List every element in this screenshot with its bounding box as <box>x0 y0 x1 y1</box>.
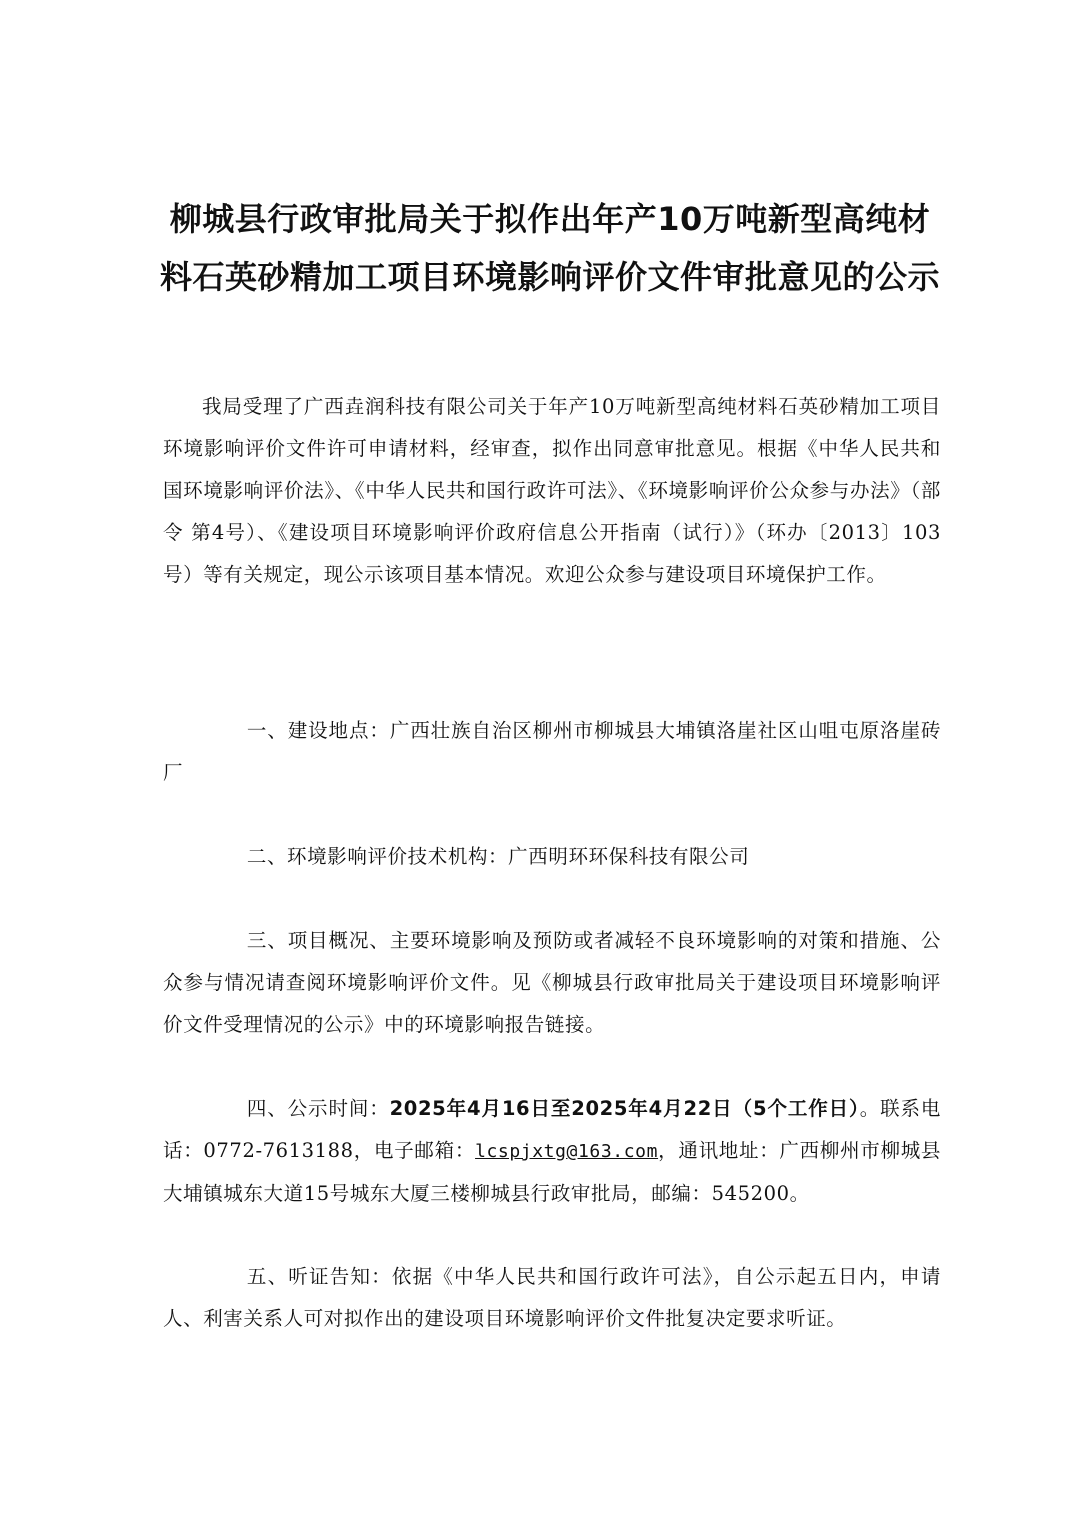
contact-address: ，通讯地址：广西柳州市柳城县大埔镇城东大道15号城东大厦三楼柳城县行政审批局，邮编：545200。 <box>163 1139 942 1205</box>
page-title: 柳城县行政审批局关于拟作出年产10万吨新型高纯材料石英砂精加工项目环境影响评价文件审批意见的公示 <box>160 200 941 296</box>
email-link[interactable]: lcspjxtg@163.com <box>475 1141 659 1162</box>
section-period <box>163 1088 941 1215</box>
section-location: 一、建设地点：广西壮族自治区柳州市柳城县大埔镇洛崖社区山咀屯原洛崖砖厂 <box>163 719 941 784</box>
contact-prefix: 。联系电话：0772-7613188，电子邮箱： <box>163 1097 942 1162</box>
period-dates: 2025年4月16日至2025年4月22日（5个工作日） <box>389 1097 860 1120</box>
section-hearing: 五、听证告知：依据《中华人民共和国行政许可法》，自公示起五日内，申请人、利害关系人可对拟作出的建设项目环境影响评价文件批复决定要求听证。 <box>163 1265 941 1330</box>
section-overview: 三、项目概况、主要环境影响及预防或者减轻不良环境影响的对策和措施、公众参与情况请查阅环境影响评价文件。见《柳城县行政审批局关于建设项目环境影响评价文件受理情况的公示》中的环境影响报告链接。 <box>163 929 941 1036</box>
section-agency: 二、环境影响评价技术机构：广西明环环保科技有限公司 <box>246 845 750 868</box>
intro-paragraph: 我局受理了广西垚润科技有限公司关于年产10万吨新型高纯材料石英砂精加工项目环境影响评价文件许可申请材料，经审查，拟作出同意审批意见。根据《中华人民共和国环境影响评价法》、《中华人民共和国行政许可法》、《环境影响评价公众参与办法》（部令 第4号）、《建设项目环境影响评价政府信息公开指南（试行）》（环办〔2013〕103号）等有关规定，现公示该项目基本情况。欢迎公众参与建设项目环境保护工作。 <box>163 395 941 586</box>
period-prefix: 四、公示时间： <box>246 1097 390 1120</box>
